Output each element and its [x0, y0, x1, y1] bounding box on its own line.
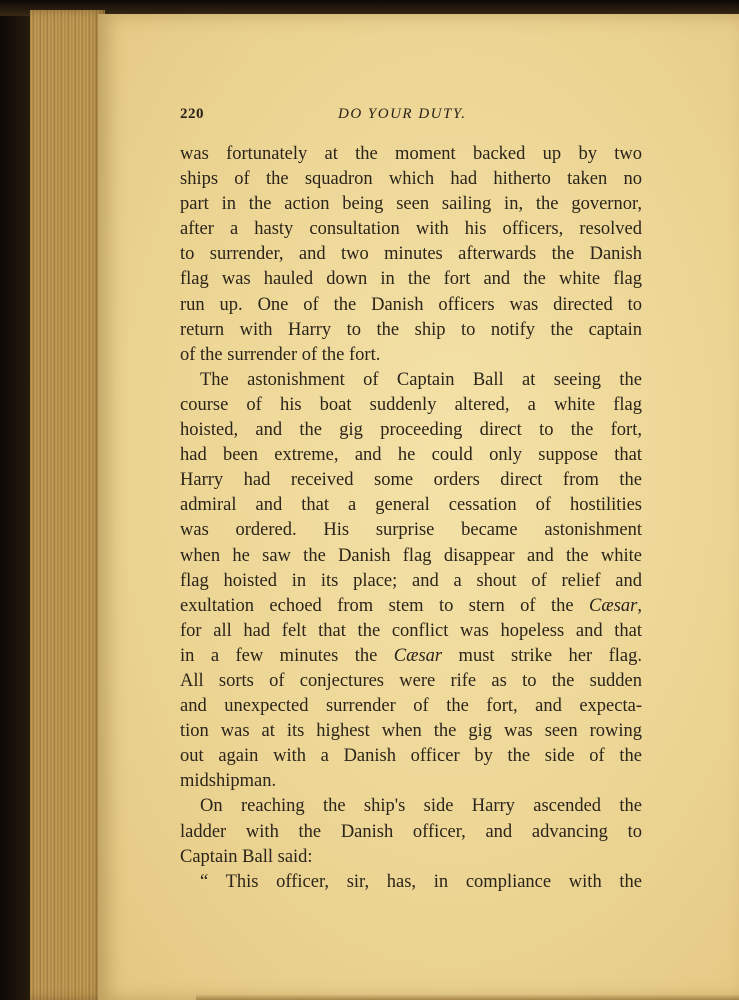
page-header: [180, 106, 640, 130]
body-text: [180, 142, 642, 895]
ship-name: Cæsar: [589, 595, 638, 616]
text-line: Captain Ball said:: [180, 846, 313, 867]
text-line: and unexpected surrender of the fort, and expecta-: [180, 696, 642, 717]
book-page: [98, 14, 739, 1000]
ship-name: Cæsar: [393, 645, 443, 666]
text-line: out again with a Danish officer by the side of the: [180, 746, 642, 767]
page-bottom-edge: [196, 994, 739, 1000]
text-line: when he saw the Danish flag disappear and the white: [180, 545, 642, 566]
text-line: course of his boat suddenly altered, a white flag: [180, 394, 642, 415]
text-line: in a few minutes the Cæsar must strike her flag.: [180, 645, 643, 666]
text-line: run up. One of the Danish officers was directed to: [180, 294, 642, 315]
text-line: The astonishment of Captain Ball at seeing the: [200, 369, 642, 390]
text-line: to surrender, and two minutes afterwards the Danish: [180, 244, 642, 265]
text-line: On reaching the ship's side Harry ascended the: [200, 796, 642, 817]
page-edges: [30, 10, 105, 1000]
page-number: 220: [180, 106, 204, 122]
text-line: after a hasty consultation with his officers, resolved: [180, 219, 642, 240]
text-line: was fortunately at the moment backed up by two: [180, 144, 642, 164]
text-line: part in the action being seen sailing in, the governor,: [180, 194, 642, 215]
text-line: flag hoisted in its place; and a shout of relief and: [180, 570, 642, 591]
text-line: return with Harry to the ship to notify the captain: [180, 319, 642, 340]
text-line: admiral and that a general cessation of hostilities: [180, 495, 642, 516]
book-spine-shadow: [0, 0, 34, 1000]
text-line: All sorts of conjectures were rife as to the sudden: [180, 670, 642, 691]
text-line: flag was hauled down in the fort and the white flag: [180, 269, 642, 290]
text-line: ladder with the Danish officer, and advancing to: [180, 821, 642, 842]
text-line: of the surrender of the fort.: [180, 344, 381, 365]
text-line: had been extreme, and he could only suppose that: [180, 445, 642, 466]
text-line: ships of the squadron which had hitherto taken no: [180, 169, 642, 190]
text-line: midshipman.: [180, 771, 277, 792]
text-line: was ordered. His surprise became astonishment: [180, 520, 642, 541]
text-line: “ This officer, sir, has, in compliance with the: [200, 871, 642, 892]
text-line: Harry had received some orders direct from the: [180, 470, 642, 491]
text-line: exultation echoed from stem to stern of the Cæsar,: [180, 595, 642, 616]
running-title: DO YOUR DUTY.: [338, 106, 467, 122]
text-line: tion was at its highest when the gig was seen rowing: [180, 721, 642, 742]
text-line: for all had felt that the conflict was hopeless and that: [180, 620, 642, 641]
text-line: hoisted, and the gig proceeding direct to the fort,: [180, 420, 642, 441]
